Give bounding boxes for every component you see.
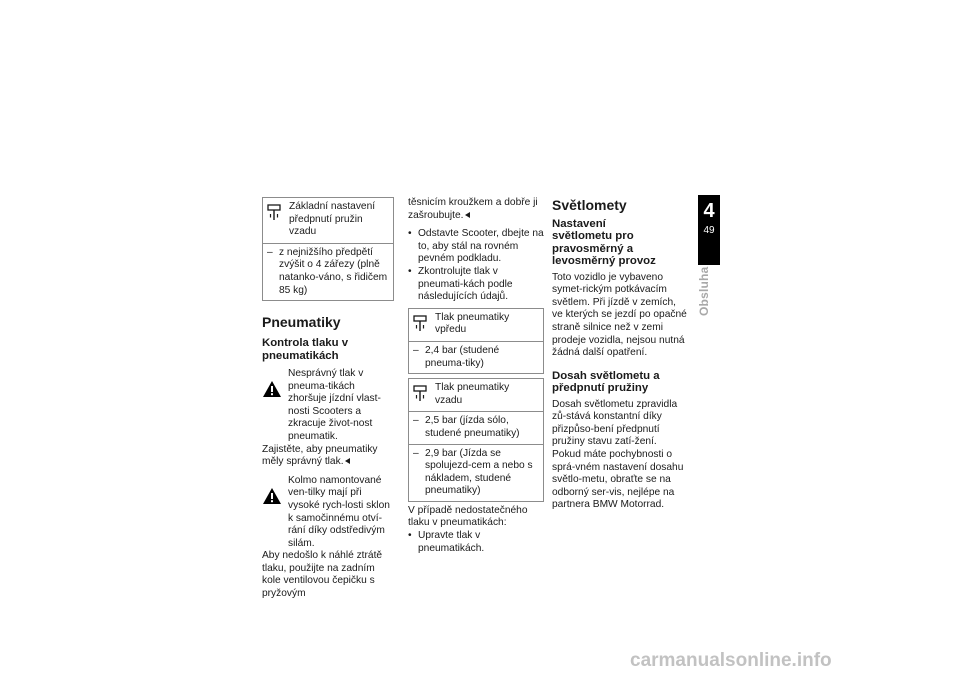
spec-value-row	[409, 412, 543, 443]
column-right	[552, 197, 688, 512]
spec-title: Tlak pneumatiky vpředu	[435, 311, 510, 336]
subsection-title-tyre-pressure: Kontrola tlaku v pneumatikách	[262, 337, 349, 362]
column-middle	[408, 197, 544, 555]
column-left	[262, 197, 394, 601]
chapter-tab	[698, 195, 720, 265]
spec-value: 2,9 bar (Jízda se spolujezd-cem a nebo s nákladem, studené pneumatiky)	[425, 447, 533, 497]
watermark: carmanualsonline.info	[630, 650, 832, 671]
dash-marker: –	[413, 447, 419, 459]
section-title-pneumatiky: Pneumatiky	[262, 314, 341, 331]
spec-value-row	[409, 342, 543, 373]
warning-1-text: Nesprávný tlak v pneuma-tikách zhoršuje jízdní vlast-nosti Scooters a zkracuje život-nost pneumatik.	[288, 367, 381, 442]
warning-block-1	[262, 368, 394, 444]
chapter-number: 4	[703, 200, 715, 222]
warning-2-text-2: Aby nedošlo k náhlé ztrátě tlaku, použijte na zadním kole ventilovou čepičku s pryžovým	[262, 550, 383, 600]
spec-title: Tlak pneumatiky vzadu	[435, 382, 510, 406]
end-mark-icon	[345, 458, 350, 464]
spec-value: 2,5 bar (jízda sólo, studené pneumatiky)	[425, 415, 520, 439]
outro-text: V případě nedostatečného tlaku v pneumatikách:	[408, 504, 528, 529]
spec-wrench-icon	[267, 204, 281, 222]
rear-pressure-spec-box	[408, 378, 544, 502]
spring-preload-spec-box	[262, 197, 394, 301]
warning-1-text-2: Zajistěte, aby pneumatiky měly správný tlak.	[262, 443, 378, 468]
headlight-range-text: Dosah světlometu zpravidla zů-stává konstantní díky přizpůso-bení předpnutí pružiny stavu zatí-žení.	[552, 398, 678, 448]
spec-wrench-icon	[413, 385, 427, 403]
spec-header	[409, 379, 543, 412]
spec-value: 2,4 bar (studené pneuma-tiky)	[425, 344, 500, 369]
subsection-title-headlight-setting: Nastavení světlometu pro pravosměrný a levosměrný provoz	[552, 218, 656, 268]
intro-text: těsnicím kroužkem a dobře ji zašroubujte.	[408, 197, 538, 221]
list-item: • Zkontrolujte tlak v pneumati-kách podle následujících údajů.	[408, 266, 544, 304]
warning-2-text: Kolmo namontované ven-tilky mají při vysoké rych-losti sklon k samočinnému otví-rání díky odstředivým silám.	[288, 474, 390, 549]
warning-triangle-icon	[262, 380, 282, 398]
dash-marker: –	[413, 415, 419, 427]
chapter-side-label: Obsluha	[697, 266, 711, 316]
end-mark-icon	[465, 212, 470, 218]
spec-value-row	[263, 244, 393, 300]
page-number: 49	[703, 225, 715, 236]
spec-title: Základní nastavení předpnutí pružin vzadu	[289, 201, 376, 238]
warning-triangle-icon	[262, 487, 282, 505]
spec-value-row	[409, 444, 543, 501]
spec-header	[263, 198, 393, 244]
list-item: • Odstavte Scooter, dbejte na to, aby stál na rovném pevném podkladu.	[408, 228, 544, 266]
subsection-title-headlight-range: Dosah světlometu a předpnutí pružiny	[552, 369, 660, 395]
spec-value: z nejnižšího předpětí zvýšit o 4 zářezy (plně natanko-váno, s řidičem 85 kg)	[279, 246, 388, 296]
headlight-setting-text: Toto vozidlo je vybaveno symet-rickým potkávacím světlem. Při jízdě v zemích, ve kterých se jezdí po opačné straně silnice než v zemi prodeje vozidla, nejsou nutná žádná další opatření.	[552, 271, 687, 359]
headlight-range-text-2: Pokud máte pochybnosti o sprá-vném nastavení dosahu světlo-metu, obraťte se na odborný ser-vis, nejlépe na partnera BMW Motorrad.	[552, 448, 684, 511]
spec-header	[409, 309, 543, 342]
spec-wrench-icon	[413, 315, 427, 333]
warning-block-2	[262, 475, 394, 551]
dash-marker: –	[413, 344, 419, 356]
section-title-svetlomety: Světlomety	[552, 197, 627, 213]
list-item: • Upravte tlak v pneumatikách.	[408, 530, 544, 555]
front-pressure-spec-box	[408, 308, 544, 374]
dash-marker: –	[267, 246, 273, 258]
